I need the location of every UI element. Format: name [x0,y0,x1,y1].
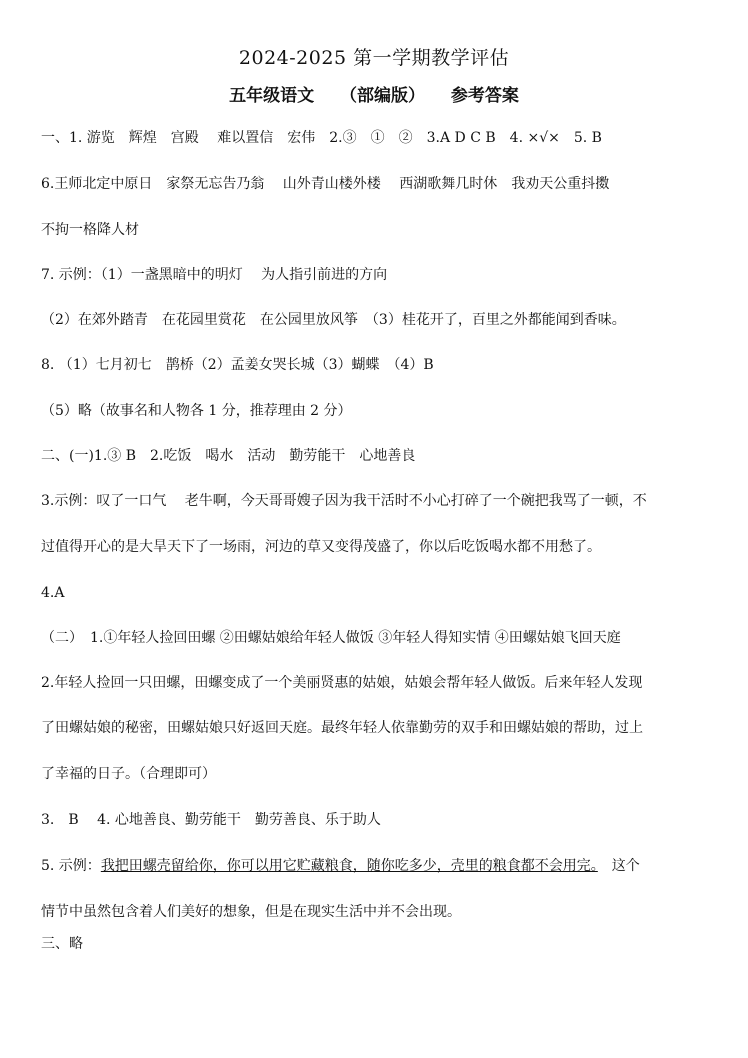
q5-prefix: 5. 示例： [41,858,101,874]
answer-line: 二、(一)1.③ B 2.吃饭 喝水 活动 勤劳能干 心地善良 [41,448,416,464]
answer-line: （2）在郊外踏青 在花园里赏花 在公园里放风筝 （3）桂花开了，百里之外都能闻到香味。 [41,312,626,328]
answer-line: 3.示例：叹了一口气 老牛啊，今天哥哥嫂子因为我干活时不小心打碎了一个碗把我骂了一顿，不 [41,493,647,509]
answer-line: 了田螺姑娘的秘密，田螺姑娘只好返回天庭。最终年轻人依靠勤劳的双手和田螺姑娘的帮助，过上 [41,720,643,736]
edition-label: （部编版） [340,86,425,106]
section-three: 三、略 [41,936,83,952]
answer-line-q5 [41,856,711,876]
page-title: 2024-2025 第一学期教学评估 [238,47,510,69]
answer-line: 6.王师北定中原日 家祭无忘告乃翁 山外青山楼外楼 西湖歌舞几时休 我劝天公重抖擞 [41,176,610,192]
grade-subject: 五年级语文 [229,86,315,106]
q5-suffix: 这个 [597,858,640,874]
answer-label: 参考答案 [450,86,519,106]
answer-line: 2.年轻人捡回一只田螺，田螺变成了一个美丽贤惠的姑娘，姑娘会帮年轻人做饭。后来年轻人发现 [41,675,643,691]
answer-line: （二） 1.①年轻人捡回田螺 ②田螺姑娘给年轻人做饭 ③年轻人得知实情 ④田螺姑娘飞回天庭 [41,630,621,646]
answer-line: （5）略（故事名和人物各 1 分，推荐理由 2 分） [41,403,352,419]
page-subtitle [0,81,748,106]
answer-line: 一、1. 游览 辉煌 宫殿 难以置信 宏伟 2.③ ① ② 3.A D C B 4. ×√× 5. B [41,130,602,146]
answer-line: 过值得开心的是大旱天下了一场雨，河边的草又变得茂盛了，你以后吃饭喝水都不用愁了。 [41,539,601,555]
answer-line: 情节中虽然包含着人们美好的想象，但是在现实生活中并不会出现。 [41,904,461,920]
answer-line: 8. （1）七月初七 鹊桥（2）孟姜女哭长城（3）蝴蝶 （4）B [41,357,434,373]
q5-underlined-example: 我把田螺壳留给你，你可以用它贮藏粮食，随你吃多少，壳里的粮食都不会用完。 [100,858,598,874]
answer-line: 4.A [41,585,65,601]
answer-line: 不拘一格降人材 [41,222,139,238]
answer-line: 了幸福的日子。（合理即可） [41,766,216,782]
answer-line: 7. 示例：（1）一盏黑暗中的明灯 为人指引前进的方向 [41,267,388,283]
answer-line: 3. B 4. 心地善良、勤劳能干 勤劳善良、乐于助人 [41,812,381,828]
